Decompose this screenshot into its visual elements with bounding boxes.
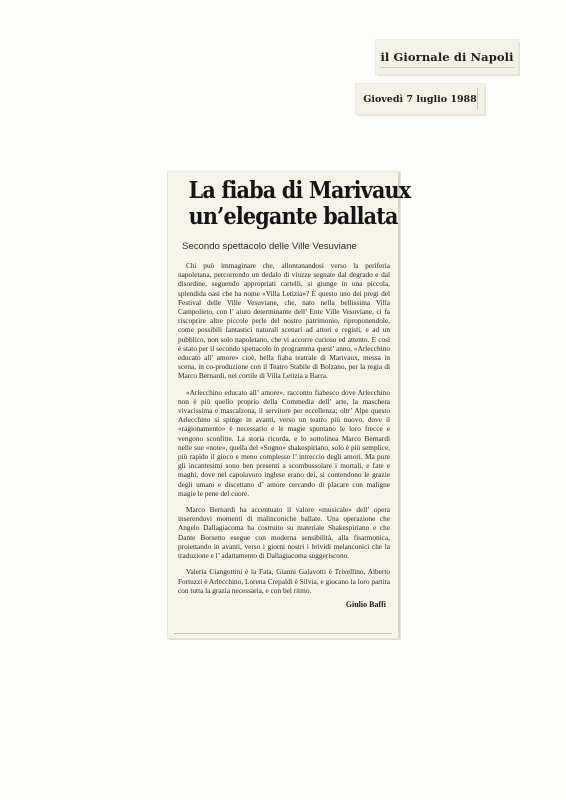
article-byline: Giulio Baffi <box>345 599 386 609</box>
article-paragraph-2: «Arlecchino educato all’ amore», racconto fiabesco dove Arlecchino non è più quello proprio della Commedia dell’ arte, la maschera vivacissima e mascalzona, il servitore per eccellenza; oltr’ Alpe questo Arlecchino si spinge in avanti, verso un teatro più nuovo, dove il «ragionamento» è necessario e le magie spuntano le loro frecce e vengono sconfitte. La storia ricorda, e lo sottolinea Marco Bernardi nelle sue «note», quella del «Sogno» shakespiriano, solo è più semplice, più rapido il gioco e meno complesso l’ intreccio degli amori. Ma pure gli incantesimi sono ben presenti a scombussolare i mortali, e fate e maghi, dove nel capolavoro inglese erano dei, si contendono le grazie degli umani e discettano d’ amore cercando di placare con maligne magie le pene del cuore. <box>178 387 390 498</box>
newspaper-name-label <box>376 40 518 74</box>
article-paragraph-1: Chi può immaginare che, allontanandosi verso la periferia napoletana, percorrendo un dedalo di viuzze segnate dal degrado e dal disordine, seguendo appropriati cartelli, si giunge in una piccola, splendida oasi che ha nome «Villa Letizia»? È questo uno dei pregi del Festival delle Ville Vesuviane, che, nato nella bellissima Villa Campolieto, con l’ aiuto determinante dell’ Ente Ville Vesuviane, ci fa riscoprire altre piccole perle del nostro patrimonio, riproponendole, come possibili fantastici naturali scenari ad attori e registi, e ad un pubblico, non solo napoletano, che vi accorre curioso ed attento. E così è stato per il secondo spettacolo in programma quest’ anno, «Arlecchino educato all’ amore» cioè, bella fiaba teatrale di Marivaux, messa in scena, in co-produzione con il Teatro Stabile di Bolzano, per la regia di Marco Bernardi, nel cortile di Villa Letizia a Barra. <box>178 261 390 381</box>
bottom-rule <box>174 633 392 634</box>
newspaper-name: il Giornale di Napoli <box>380 50 514 64</box>
publication-date: Giovedì 7 luglio 1988 <box>363 93 477 105</box>
article-paragraph-4: Valeria Ciangottini è la Fata, Gianni Galavotti è Trivellino, Alberto Fortuzzi è Arlecchino, Lorena Crepaldi è Silvia, e giocano la loro partita con tutta la grazia necessaria, e con bel ritmo. <box>178 567 390 595</box>
article-subheadline: Secondo spettacolo delle Ville Vesuviane <box>182 241 357 252</box>
article-clipping <box>168 172 411 638</box>
headline-line-1: La fiaba di Marivaux <box>188 177 411 204</box>
article-paragraph-3: Marco Bernardi ha accentuato il valore «musicale» dell’ opera inserendovi momenti di malinconiche ballate. Una operazione che Angelo Dallagiacoma ha costruito su materiale Shakespiriano e che Dante Borsetto esegue con moderna sensibilità, alla fisarmonica, proiettando in avanti, verso i giorni nostri i brividi melanconici che la traduzione e l’ adattamento di Dallagiacoma suggeriscono. <box>178 505 390 561</box>
article-body <box>178 261 390 595</box>
newspaper-date-label <box>356 84 484 114</box>
article-headline <box>188 177 411 230</box>
headline-line-2: un’elegante ballata <box>188 203 398 230</box>
